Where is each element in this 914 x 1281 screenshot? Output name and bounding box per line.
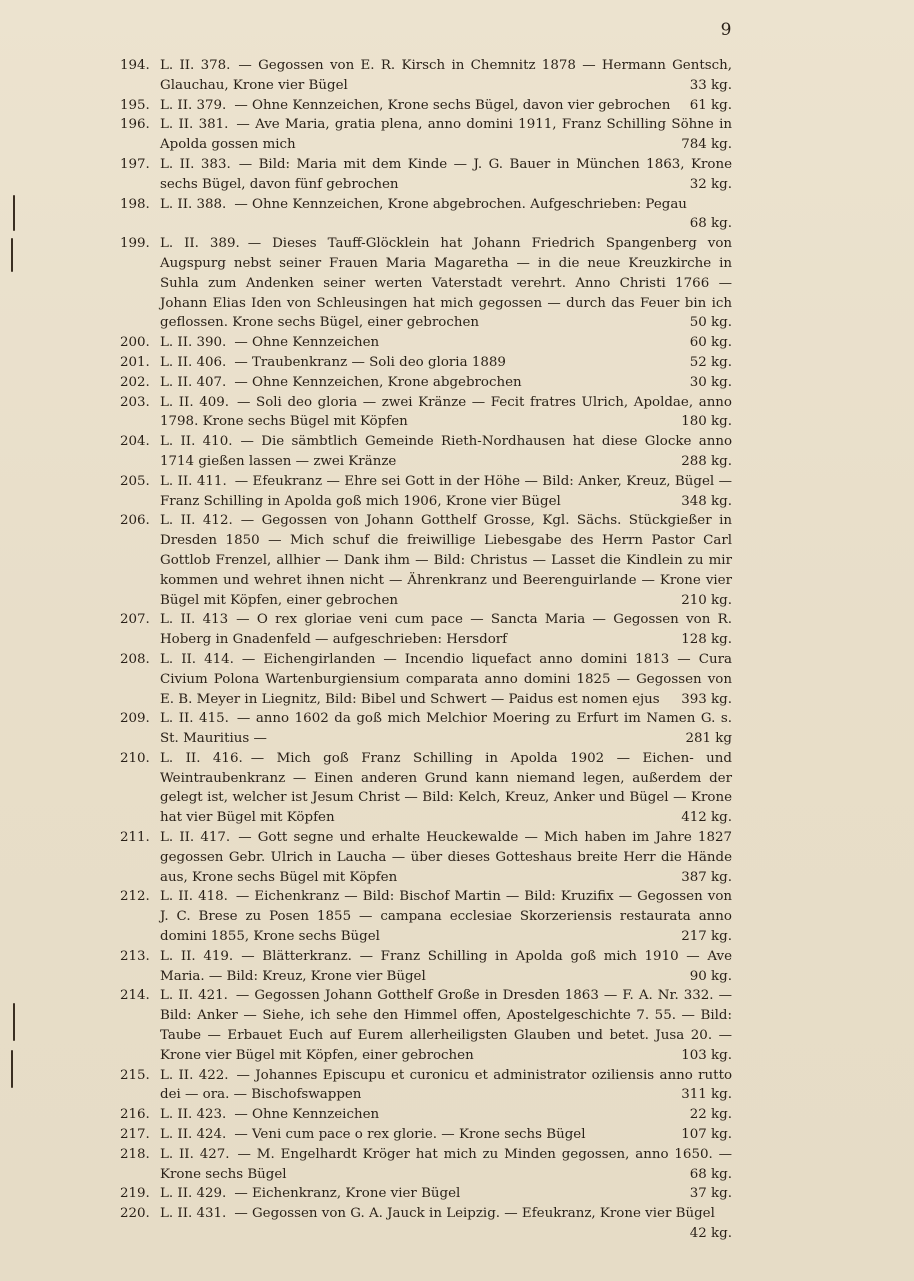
entry-reference: L. II. 409. <box>160 394 230 410</box>
entry-text: — Ohne Kennzeichen, Krone sechs Bügel, davon vier gebrochen <box>234 97 671 113</box>
entry-weight: 37 kg. <box>689 1186 732 1202</box>
entry-weight: 348 kg. <box>681 493 732 509</box>
list-item <box>120 749 732 828</box>
entry-number: 208. <box>120 651 150 667</box>
entry-reference: L. II. 415. <box>160 711 229 727</box>
entry-number: 197. <box>120 156 150 172</box>
entry-text: — Soli deo gloria — zwei Kränze — Fecit fratres Ulrich, Apoldae, anno 1798. Krone sechs Bügel mit Köpfen <box>160 394 732 430</box>
entry-body <box>160 1066 732 1106</box>
entry-number: 194. <box>120 58 150 73</box>
list-item <box>120 333 732 353</box>
entry-number: 212. <box>120 889 150 905</box>
entry-weight: 50 kg. <box>689 315 732 331</box>
entry-body <box>160 155 732 195</box>
entry-reference: L. II. 424. <box>160 1127 227 1143</box>
entry-text: — Gegossen von Johann Gotthelf Grosse, Kgl. Sächs. Stückgießer in Dresden 1850 — Mich schuf die freiwillige Liebesgabe des Herrn Pastor Carl Gottlob Frenzel, allhier — Dank ihm — Bild: Christus — Lasset die Kindlein zu mir kommen und wehret ihnen nicht — Ährenkranz und Beerenguirlande — Krone vier Bügel mit Köpfen, einer gebrochen <box>160 513 732 608</box>
entry-number: 215. <box>120 1067 150 1083</box>
entry-text: — Traubenkranz — Soli deo gloria 1889 <box>234 354 506 370</box>
entry-body <box>160 373 732 393</box>
entry-reference: L. II. 431. <box>160 1206 227 1222</box>
list-item <box>120 650 732 709</box>
list-item <box>120 511 732 610</box>
bell-inventory-list <box>120 56 732 1244</box>
entry-weight: 68 kg. <box>689 1166 732 1182</box>
entry-reference: L. II. 422. <box>160 1067 229 1083</box>
list-item <box>120 986 732 1065</box>
entry-weight: 52 kg. <box>689 354 732 370</box>
list-item <box>120 947 732 987</box>
entry-text: — anno 1602 da goß mich Melchior Moering zu Erfurt im Namen G. s. St. Mauritius — <box>160 711 733 747</box>
entry-number: 203. <box>120 394 150 410</box>
entry-text: — Gott segne und erhalte Heuckewalde — Mich haben im Jahre 1827 gegossen Gebr. Ulrich in Laucha — über dieses Gotteshaus breite Herr die Hände aus, Krone sechs Bügel mit Köpfen <box>160 830 733 885</box>
entry-reference: L. II. 411. <box>160 473 227 489</box>
entry-weight: 387 kg. <box>681 869 732 885</box>
list-item <box>120 56 732 96</box>
entry-text: — Ohne Kennzeichen <box>234 1107 380 1123</box>
entry-body <box>160 749 732 828</box>
list-item <box>120 610 732 650</box>
entry-text: — Ohne Kennzeichen, Krone abgebrochen. Aufgeschrieben: Pegau <box>234 196 687 212</box>
list-item <box>120 709 732 749</box>
list-item <box>120 1204 732 1244</box>
entry-reference: L. II. 379. <box>160 97 227 113</box>
entry-text: — Johannes Episcupu et curonicu et administrator oziliensis anno rutto dei — ora. — Bischofswappen <box>160 1067 733 1103</box>
entry-number: 195. <box>120 97 150 113</box>
binding-mark <box>11 1050 13 1088</box>
entry-reference: L. II. 406. <box>160 354 227 370</box>
entry-weight: 60 kg. <box>689 335 732 351</box>
entry-body <box>160 828 732 887</box>
entry-text: — Ave Maria, gratia plena, anno domini 1911, Franz Schilling Söhne in Apolda gossen mich <box>160 117 733 153</box>
entry-body <box>160 115 732 155</box>
entry-reference: L. II. 423. <box>160 1107 227 1123</box>
entry-number: 220. <box>120 1206 150 1222</box>
entry-reference: L. II. 417. <box>160 830 231 846</box>
list-item <box>120 353 732 373</box>
entry-body <box>160 947 732 987</box>
entry-weight: 217 kg. <box>681 929 732 945</box>
list-item <box>120 1066 732 1106</box>
list-item <box>120 887 732 946</box>
entry-text: — Mich goß Franz Schilling in Apolda 1902 — Eichen- und Weintraubenkranz — Einen anderen Grund kann niemand legen, außerdem der gelegt ist, welcher ist Jesum Christ — Bild: Kelch, Kreuz, Anker und Bügel — Krone hat vier Bügel mit Köpfen <box>160 750 733 826</box>
entry-number: 210. <box>120 750 150 766</box>
list-item <box>120 234 732 333</box>
entry-number: 199. <box>120 236 150 252</box>
entry-number: 204. <box>120 434 150 450</box>
entry-body <box>160 393 732 433</box>
entry-reference: L. II. 407. <box>160 374 227 390</box>
entry-body <box>160 650 732 709</box>
entry-reference: L. II. 418. <box>160 889 228 905</box>
entry-body <box>160 472 732 512</box>
list-item <box>120 1105 732 1125</box>
entry-text: — M. Engelhardt Kröger hat mich zu Minden gegossen, anno 1650. — Krone sechs Bügel <box>160 1146 732 1182</box>
entry-weight: 210 kg. <box>681 592 732 608</box>
entry-reference: L. II. 410. <box>160 434 233 450</box>
entry-body <box>160 1145 732 1185</box>
entry-body <box>160 1105 732 1125</box>
entry-reference: L. II. 427. <box>160 1146 230 1162</box>
entry-text: — Die sämbtlich Gemeinde Rieth-Nordhausen hat diese Glocke anno 1714 gießen lassen — zwei Kränze <box>160 434 733 469</box>
entry-weight: 281 kg <box>685 731 732 747</box>
entry-reference: L. II. 412. <box>160 513 233 529</box>
list-item <box>120 155 732 195</box>
entry-text: — Eichenkranz — Bild: Bischof Martin — Bild: Kruzifix — Gegossen von J. C. Brese zu Posen 1855 — campana ecclesiae Skorzeriensis restaurata anno domini 1855, Krone sechs Bügel <box>160 889 733 945</box>
binding-mark <box>13 195 15 231</box>
entry-reference: L. II. 388. <box>160 196 227 212</box>
entry-reference: L. II. 390. <box>160 335 227 351</box>
entry-weight: 128 kg. <box>681 632 732 648</box>
binding-mark <box>11 238 13 272</box>
entry-weight: 412 kg. <box>681 810 732 826</box>
binding-mark <box>13 1003 15 1041</box>
entry-reference: L. II. 378. <box>160 58 231 73</box>
entry-weight: 90 kg. <box>689 968 732 984</box>
list-item <box>120 828 732 887</box>
entry-body <box>160 353 732 373</box>
entry-reference: L. II. 413 <box>160 612 229 628</box>
entry-body <box>160 432 732 472</box>
entry-number: 211. <box>120 830 150 846</box>
entry-reference: L. II. 381. <box>160 117 229 133</box>
entry-body <box>160 96 732 116</box>
entry-number: 216. <box>120 1107 150 1123</box>
entry-number: 201. <box>120 354 150 370</box>
entry-number: 209. <box>120 711 150 727</box>
entry-weight: 22 kg. <box>689 1107 732 1123</box>
entry-reference: L. II. 419. <box>160 948 234 964</box>
entry-weight: 180 kg. <box>681 414 732 430</box>
entry-body <box>160 195 732 235</box>
list-item <box>120 432 732 472</box>
entry-reference: L. II. 421. <box>160 988 228 1004</box>
entry-reference: L. II. 383. <box>160 156 231 172</box>
entry-text: — Ohne Kennzeichen <box>234 335 380 351</box>
entry-text: — Gegossen Johann Gotthelf Große in Dresden 1863 — F. A. Nr. 332. — Bild: Anker — Siehe, ich sehe den Himmel offen, Apostelgeschichte 7. 55. — Bild: Taube — Erbauet Euch auf Eurem allerheiligsten Glauben und betet. Jusa 20. — Krone vier Bügel mit Köpfen, einer gebrochen <box>160 988 733 1063</box>
entry-text: — Gegossen von G. A. Jauck in Leipzig. — Efeukranz, Krone vier Bügel <box>234 1206 715 1222</box>
list-item <box>120 393 732 433</box>
entry-weight: 393 kg. <box>681 691 732 707</box>
entry-body <box>160 56 732 96</box>
entry-text: — Ohne Kennzeichen, Krone abgebrochen <box>234 374 522 390</box>
entry-number: 219. <box>120 1186 150 1202</box>
entry-body <box>160 709 732 749</box>
entry-body <box>160 511 732 610</box>
entry-body <box>160 986 732 1065</box>
entry-body <box>160 234 732 333</box>
entry-number: 213. <box>120 948 150 964</box>
entry-body <box>160 1184 732 1204</box>
list-item <box>120 1145 732 1185</box>
list-item <box>120 115 732 155</box>
entry-body <box>160 1204 732 1244</box>
list-item <box>120 1125 732 1145</box>
entry-text: — Blätterkranz. — Franz Schilling in Apolda goß mich 1910 — Ave Maria. — Bild: Kreuz, Krone vier Bügel <box>160 948 732 984</box>
entry-body <box>160 610 732 650</box>
entry-weight: 30 kg. <box>689 374 732 390</box>
entry-weight: 311 kg. <box>681 1087 732 1103</box>
entry-number: 198. <box>120 196 150 212</box>
list-item <box>120 373 732 393</box>
entry-weight: 103 kg. <box>681 1047 732 1063</box>
list-item <box>120 96 732 116</box>
entry-number: 218. <box>120 1146 150 1162</box>
entry-weight: 68 kg. <box>689 216 732 232</box>
entry-number: 206. <box>120 513 150 529</box>
entry-text: — Dieses Tauff-Glöcklein hat Johann Friedrich Spangenberg von Augspurg nebst seiner Frauen Maria Magaretha — in die neue Kreuzkirche in Suhla zum Andenken seiner werten Vaterstadt verehrt. Anno Christi 1766 — Johann Elias Iden von Schleusingen hat mich gegossen — durch das Feuer bin ich geflossen. Krone sechs Bügel, einer gebrochen <box>160 236 733 331</box>
entry-weight: 288 kg. <box>681 453 732 469</box>
entry-text: — Efeukranz — Ehre sei Gott in der Höhe — Bild: Anker, Kreuz, Bügel — Franz Schilling in Apolda goß mich 1906, Krone vier Bügel <box>160 473 733 509</box>
entry-text: — Bild: Maria mit dem Kinde — J. G. Bauer in München 1863, Krone sechs Bügel, davon fünf gebrochen <box>160 156 732 192</box>
entry-text: — Veni cum pace o rex glorie. — Krone sechs Bügel <box>234 1127 586 1143</box>
entry-text: — Eichenkranz, Krone vier Bügel <box>234 1186 461 1202</box>
page-number: 9 <box>720 20 732 40</box>
entry-number: 202. <box>120 374 150 390</box>
entry-body <box>160 1125 732 1145</box>
entry-reference: L. II. 416. <box>160 750 243 766</box>
list-item <box>120 195 732 235</box>
entry-weight: 784 kg. <box>681 137 732 153</box>
entry-weight: 42 kg. <box>689 1226 732 1242</box>
list-item <box>120 472 732 512</box>
entry-weight: 32 kg. <box>689 176 732 192</box>
entry-weight: 107 kg. <box>681 1127 732 1143</box>
entry-number: 214. <box>120 988 150 1004</box>
entry-text: — Eichengirlanden — Incendio liquefact anno domini 1813 — Cura Civium Polona Wartenburgiensium comparata anno domini 1825 — Gegossen von E. B. Meyer in Liegnitz, Bild: Bibel und Schwert — Paidus est nomen ejus <box>160 651 732 707</box>
entry-body <box>160 887 732 946</box>
entry-reference: L. II. 389. <box>160 236 240 252</box>
entry-text: — Gegossen von E. R. Kirsch in Chemnitz 1878 — Hermann Gentsch, Glauchau, Krone vier Bügel <box>160 58 732 93</box>
entry-number: 205. <box>120 473 150 489</box>
list-item <box>120 1184 732 1204</box>
entry-weight: 61 kg. <box>689 97 732 113</box>
entry-reference: L. II. 414. <box>160 651 234 667</box>
entry-number: 196. <box>120 117 150 133</box>
entry-body <box>160 333 732 353</box>
entry-number: 207. <box>120 612 150 628</box>
entry-reference: L. II. 429. <box>160 1186 227 1202</box>
entry-text: — O rex gloriae veni cum pace — Sancta Maria — Gegossen von R. Hoberg in Gnadenfeld — aufgeschrieben: Hersdorf <box>160 612 732 648</box>
entry-weight: 33 kg. <box>689 77 732 93</box>
entry-number: 200. <box>120 335 150 351</box>
entry-number: 217. <box>120 1127 150 1143</box>
